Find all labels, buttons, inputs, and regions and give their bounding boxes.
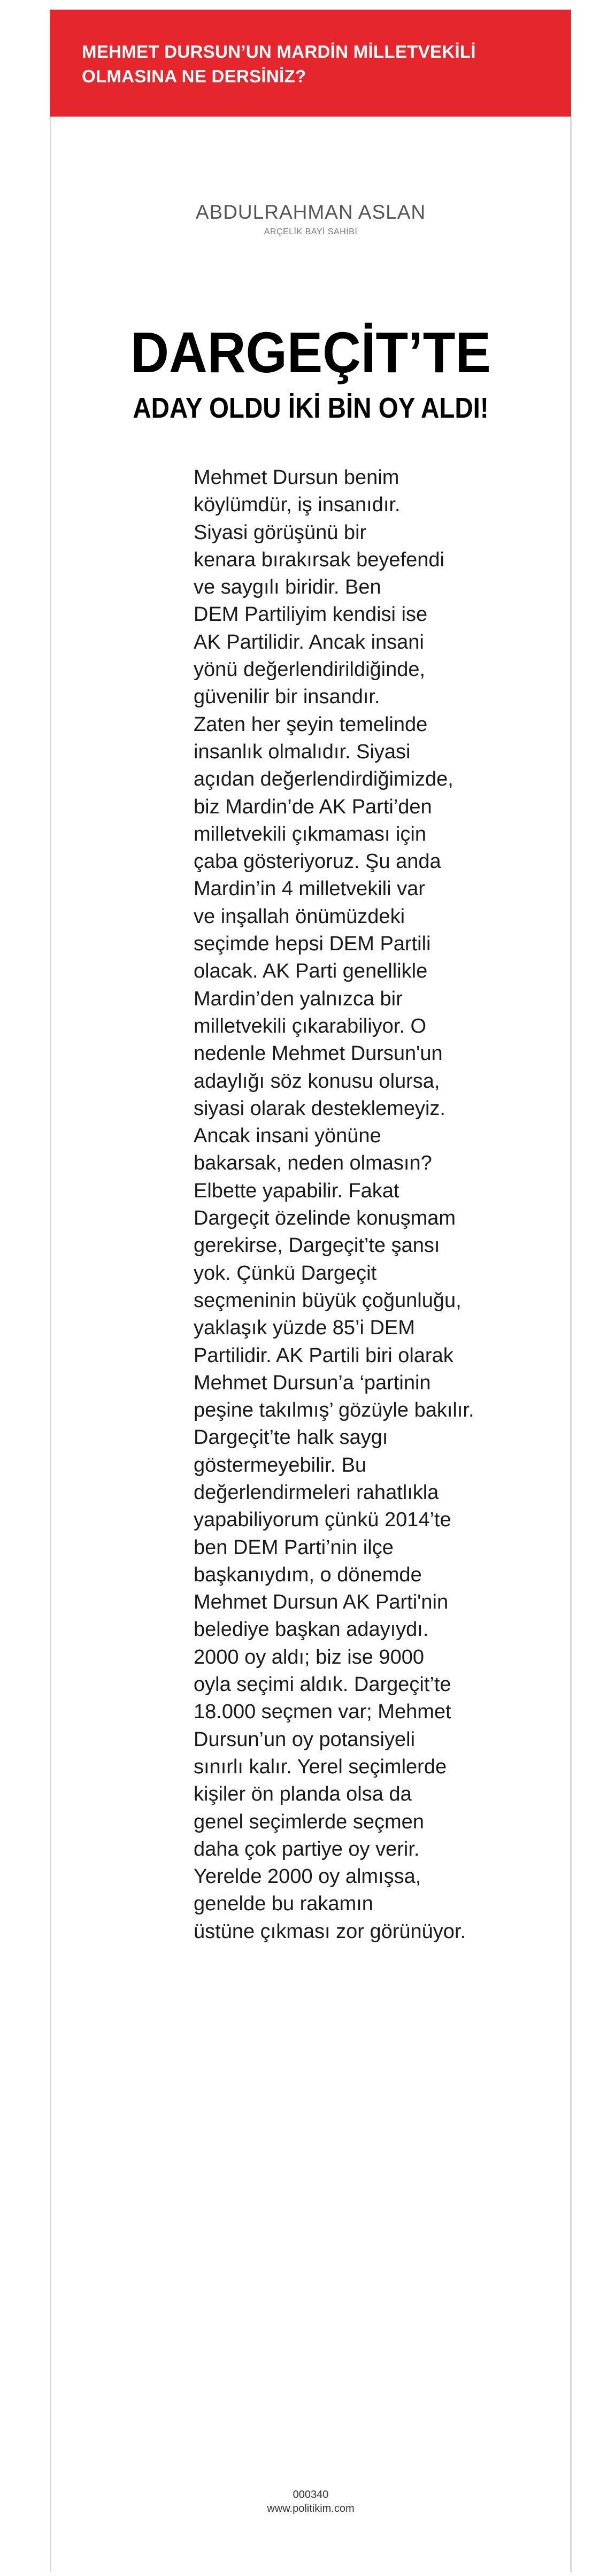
article-body-line: genel seçimlerde seçmen bbox=[194, 1810, 424, 1833]
article-body-line: 2000 oy aldı; biz ise 9000 bbox=[194, 1645, 424, 1668]
article-body-line: kenara bırakırsak beyefendi bbox=[194, 548, 444, 571]
article-body-line: yapabiliyorum çünkü 2014’te bbox=[194, 1509, 451, 1532]
header-banner bbox=[50, 10, 571, 117]
article-body-line: Dursun’un oy potansiyeli bbox=[194, 1728, 416, 1751]
article-body-line: Mehmet Dursun AK Parti'nin bbox=[194, 1591, 449, 1614]
headline-subtitle: ADAY OLDU İKİ BİN OY ALDI! bbox=[133, 392, 489, 424]
article-body-line: bakarsak, neden olmasın? bbox=[194, 1152, 432, 1175]
article-body-line: başkanıydım, o dönemde bbox=[194, 1563, 422, 1586]
article-body-line: adaylığı söz konusu olursa, bbox=[194, 1070, 440, 1093]
headline-block bbox=[51, 321, 570, 426]
article-body-line: 18.000 seçmen var; Mehmet bbox=[194, 1701, 451, 1724]
article-body-line: Dargeçit’te halk saygı bbox=[194, 1426, 388, 1449]
frame-border-left bbox=[50, 117, 51, 2572]
article-body-line: seçimde hepsi DEM Partili bbox=[194, 933, 431, 956]
article-body-line: daha çok partiye oy verir. bbox=[194, 1837, 420, 1860]
article-body-line: ve inşallah önümüzdeki bbox=[194, 905, 405, 928]
author-role: ARÇELİK BAYİ SAHİBİ bbox=[264, 227, 358, 236]
article-body-line: değerlendirmeleri rahatlıkla bbox=[194, 1481, 439, 1504]
article-body-line: peşine takılmış’ gözüyle bakılır. bbox=[194, 1399, 474, 1422]
author-block bbox=[51, 201, 570, 237]
article-body-line: Siyasi görüşünü bir bbox=[194, 521, 367, 544]
article-body-line: yok. Çünkü Dargeçit bbox=[194, 1262, 377, 1285]
article-body-line: biz Mardin’de AK Parti’den bbox=[194, 795, 432, 818]
article-body-line: gerekirse, Dargeçit’te şansı bbox=[194, 1234, 440, 1257]
article-body-line: yaklaşık yüzde 85’i DEM bbox=[194, 1317, 415, 1340]
article-body-line: üstüne çıkması zor görünüyor. bbox=[194, 1920, 466, 1943]
article-body-line: Mardin’den yalnızca bir bbox=[194, 987, 403, 1010]
article-body-line: insanlık olmalıdır. Siyasi bbox=[194, 740, 411, 763]
article-body-line: siyasi olarak desteklemeyiz. bbox=[194, 1097, 445, 1120]
article-body-line: Zaten her şeyin temelinde bbox=[194, 713, 428, 736]
article-body-line: Mehmet Dursun benim bbox=[194, 466, 399, 489]
frame-border-right bbox=[570, 117, 572, 2572]
article-body-line: nedenle Mehmet Dursun'un bbox=[194, 1042, 443, 1065]
article-body-line: Yerelde 2000 oy almışsa, bbox=[194, 1865, 421, 1888]
author-name: ABDULRAHMAN ASLAN bbox=[195, 201, 426, 223]
article-body-line: kişiler ön planda olsa da bbox=[194, 1783, 412, 1806]
footer-url: www.politikim.com bbox=[267, 2503, 355, 2515]
article-body-line: belediye başkan adayıydı. bbox=[194, 1618, 429, 1641]
article-body-line: genelde bu rakamın bbox=[194, 1893, 373, 1916]
article-body-line: seçmeninin büyük çoğunluğu, bbox=[194, 1289, 462, 1312]
article-body-line: olacak. AK Parti genellikle bbox=[194, 960, 428, 983]
header-title: MEHMET DURSUN’UN MARDİN MİLLETVEKİLİ OLMASINA NE DERSİNİZ? bbox=[82, 42, 476, 86]
headline-main: DARGEÇİT’TE bbox=[130, 320, 491, 385]
article-body-line: DEM Partiliyim kendisi ise bbox=[194, 603, 428, 626]
article-body-line: oyla seçimi aldık. Dargeçit’te bbox=[194, 1673, 451, 1696]
article-body-line: yönü değerlendirildiğinde, bbox=[194, 658, 426, 681]
article-body bbox=[194, 464, 493, 1946]
article-body-line: güvenilir bir insandır. bbox=[194, 686, 380, 709]
article-body-line: köylümdür, iş insanıdır. bbox=[194, 494, 401, 517]
article-body-line: ben DEM Parti’nin ilçe bbox=[194, 1536, 394, 1559]
article-body-line: Partilidir. AK Partili biri olarak bbox=[194, 1344, 453, 1367]
article-body-line: Elbette yapabilir. Fakat bbox=[194, 1179, 399, 1202]
article-body-line: AK Partilidir. Ancak insani bbox=[194, 630, 424, 653]
article-body-line: Dargeçit özelinde konuşmam bbox=[194, 1207, 456, 1230]
footer-code: 000340 bbox=[293, 2489, 329, 2501]
article-body-line: milletvekili çıkmaması için bbox=[194, 822, 426, 845]
article-body-line: Mardin’in 4 milletvekili var bbox=[194, 878, 425, 901]
footer bbox=[51, 2488, 570, 2516]
article-body-line: açıdan değerlendirdiğimizde, bbox=[194, 768, 453, 791]
article-body-line: Mehmet Dursun’a ‘partinin bbox=[194, 1371, 431, 1394]
article-body-line: milletvekili çıkarabiliyor. O bbox=[194, 1014, 426, 1037]
article-body-line: ve saygılı biridir. Ben bbox=[194, 576, 381, 599]
article-body-line: göstermeyebilir. Bu bbox=[194, 1454, 367, 1477]
article-body-line: Ancak insani yönüne bbox=[194, 1125, 381, 1148]
article-body-line: çaba gösteriyoruz. Şu anda bbox=[194, 850, 441, 873]
article-body-line: sınırlı kalır. Yerel seçimlerde bbox=[194, 1755, 447, 1778]
